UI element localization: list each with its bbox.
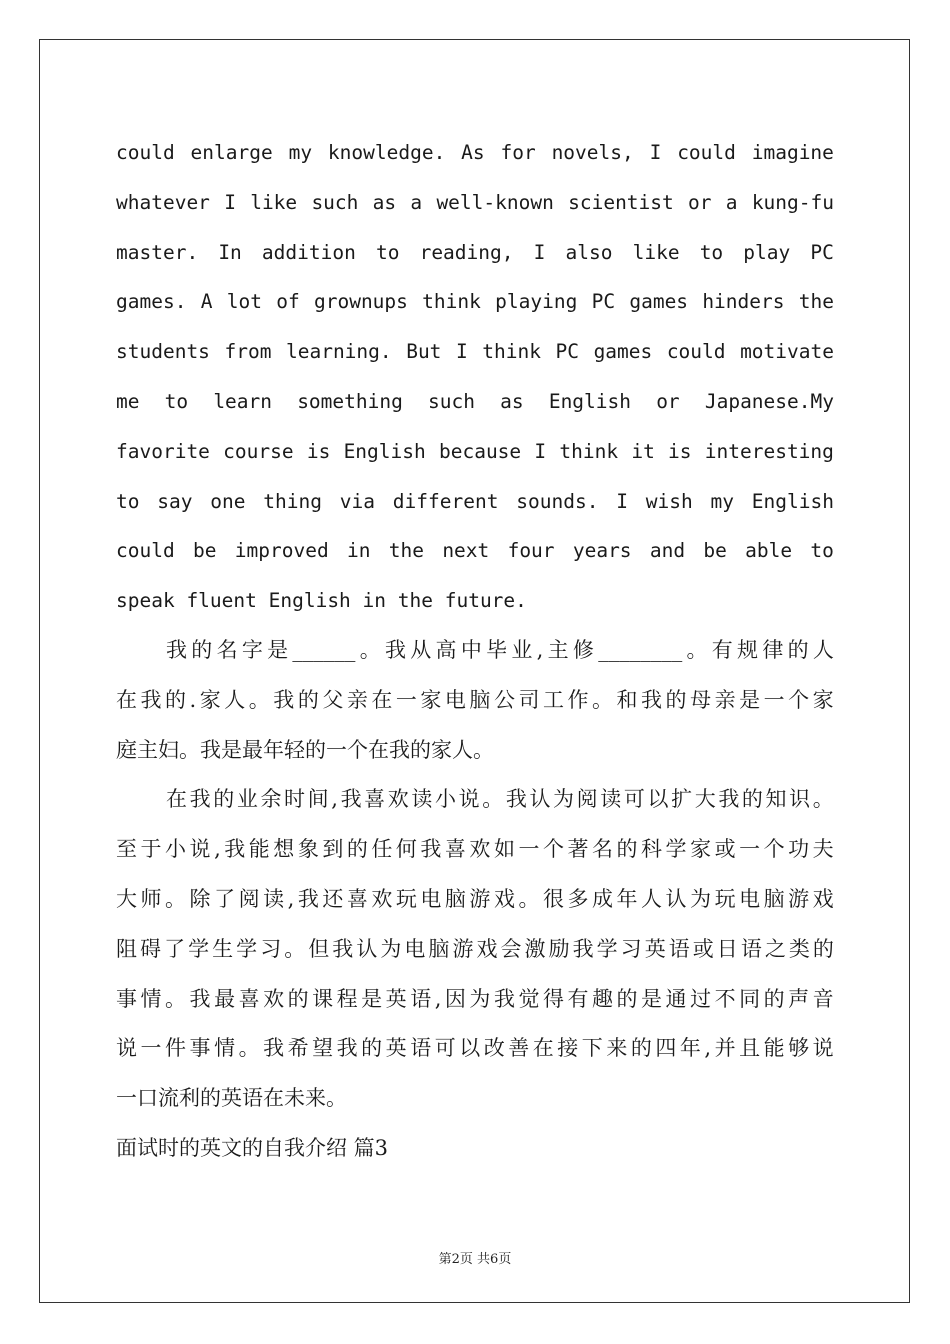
text-line: 阻 碍 了 学 生 学 习 。 但 我 认 为 电 脑 游 戏 会 激 励 我 学 习 英 语 或 日 语 之 类 的 (116, 936, 834, 961)
text-line: 庭主妇。我是最年轻的一个在我的家人。 (116, 737, 494, 762)
text-line: games. A lot of grownups think playing PC games hinders the (116, 290, 834, 314)
text-line: me to learn something such as English or Japanese.My (116, 389, 834, 413)
section-heading: 面试时的英文的自我介绍 篇3 (116, 1135, 389, 1160)
chinese-paragraph-2 (116, 775, 834, 1124)
text-line: 至 于 小 说 , 我 能 想 象 到 的 任 何 我 喜 欢 如 一 个 著 名 的 科 学 家 或 一 个 功 夫 (116, 837, 834, 862)
text-line: favorite course is English because I think it is interesting (116, 439, 834, 463)
text-line: 在 我 的 . 家 人 。 我 的 父 亲 在 一 家 电 脑 公 司 工 作 。 和 我 的 母 亲 是 一 个 家 (116, 687, 834, 712)
text-line: to say one thing via different sounds. I wish my English (116, 489, 834, 513)
english-paragraph (116, 128, 834, 626)
text-line: master. In addition to reading, I also like to play PC (116, 240, 834, 264)
text-line: 一口流利的英语在未来。 (116, 1086, 347, 1111)
text-line: 说 一 件 事 情 。 我 希 望 我 的 英 语 可 以 改 善 在 接 下 来 的 四 年 , 并 且 能 够 说 (116, 1036, 834, 1061)
text-line: 在 我 的 业 余 时 间 , 我 喜 欢 读 小 说 。 我 认 为 阅 读 可 以 扩 大 我 的 知 识 。 (166, 787, 834, 812)
document-body (116, 128, 834, 1174)
text-line: whatever I like such as a well-known scientist or a kung-fu (116, 190, 834, 214)
text-line: 事 情 。 我 最 喜 欢 的 课 程 是 英 语 , 因 为 我 觉 得 有 趣 的 是 通 过 不 同 的 声 音 (116, 986, 834, 1011)
text-line: 我 的 名 字 是 ______ 。 我 从 高 中 毕 业 , 主 修 ________ 。 有 规 律 的 人 (166, 637, 834, 662)
text-line: students from learning. But I think PC games could motivate (116, 340, 834, 364)
text-line: could be improved in the next four years and be able to (116, 539, 834, 563)
text-line: 大 师 。 除 了 阅 读 , 我 还 喜 欢 玩 电 脑 游 戏 。 很 多 成 年 人 认 为 玩 电 脑 游 戏 (116, 886, 834, 911)
text-line: speak fluent English in the future. (116, 589, 527, 613)
text-line: could enlarge my knowledge. As for novels, I could imagine (116, 141, 834, 164)
chinese-paragraph-1 (116, 626, 834, 775)
page-footer: 第2页 共6页 (438, 1252, 512, 1267)
